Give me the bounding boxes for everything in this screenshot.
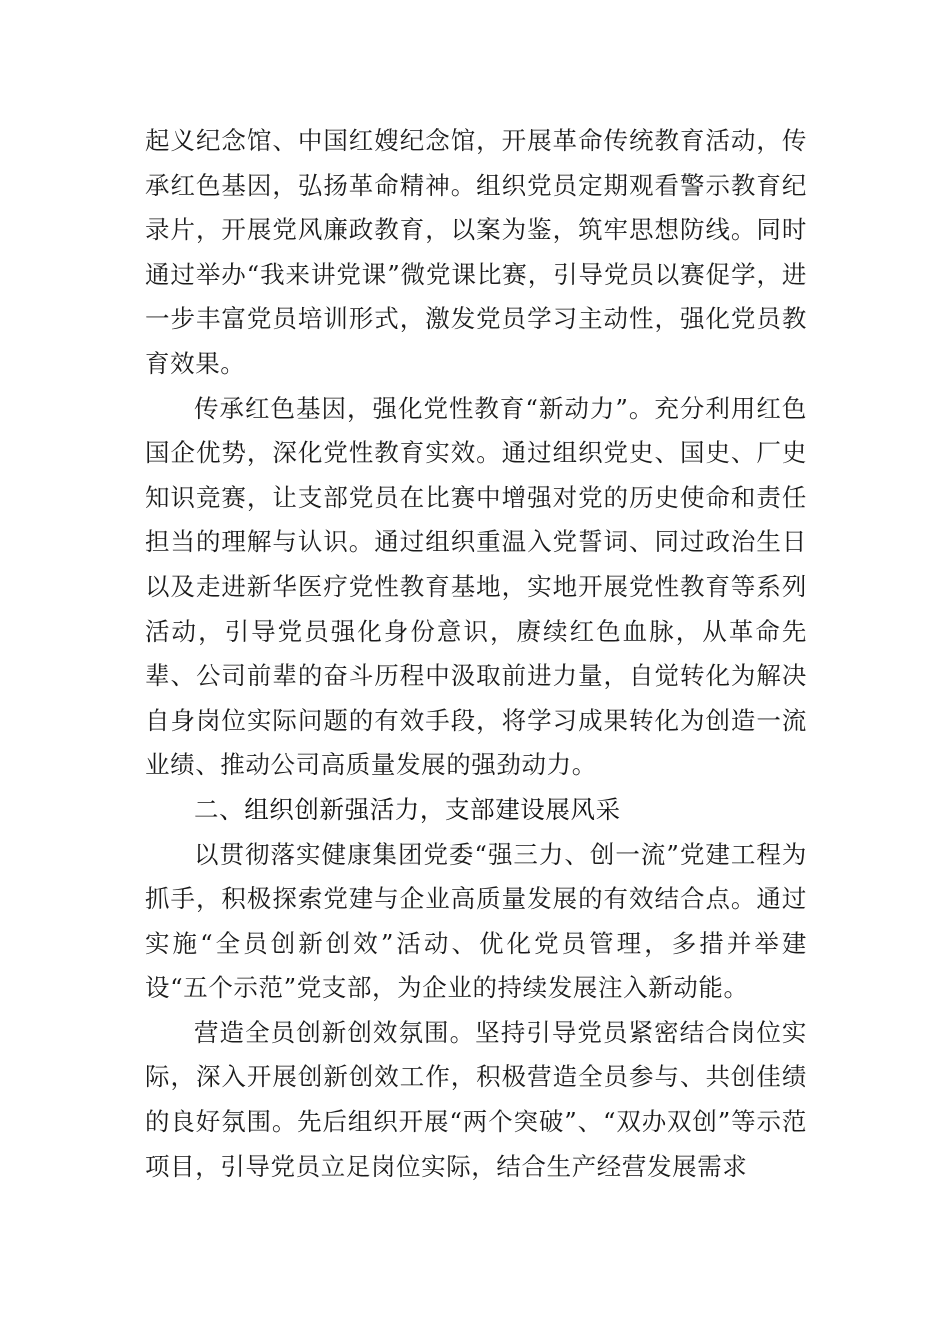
- document-body: [145, 119, 807, 1189]
- paragraph-3: 以贯彻落实健康集团党委“强三力、创一流”党建工程为抓手，积极探索党建与企业高质量发展的有效结合点。通过实施“全员创新创效”活动、优化党员管理，多措并举建设“五个示范”党支部，为企业的持续发展注入新动能。: [145, 839, 807, 1003]
- paragraph-2: 传承红色基因，强化党性教育“新动力”。充分利用红色国企优势，深化党性教育实效。通过组织党史、国史、厂史知识竞赛，让支部党员在比赛中增强对党的历史使命和责任担当的理解与认识。通过组织重温入党誓词、同过政治生日以及走进新华医疗党性教育基地，实地开展党性教育等系列活动，引导党员强化身份意识，赓续红色血脉，从革命先辈、公司前辈的奋斗历程中汲取前进力量，自觉转化为解决自身岗位实际问题的有效手段，将学习成果转化为创造一流业绩、推动公司高质量发展的强劲动力。: [145, 393, 807, 780]
- paragraph-4: 营造全员创新创效氛围。坚持引导党员紧密结合岗位实际，深入开展创新创效工作，积极营造全员参与、共创佳绩的良好氛围。先后组织开展“两个突破”、“双办双创”等示范项目，引导党员立足岗位实际，结合生产经营发展需求: [145, 1017, 807, 1181]
- section-heading: 二、组织创新强活力，支部建设展风采: [194, 794, 621, 824]
- paragraph-1: 起义纪念馆、中国红嫂纪念馆，开展革命传统教育活动，传承红色基因，弘扬革命精神。组织党员定期观看警示教育纪录片，开展党风廉政教育，以案为鉴，筑牢思想防线。同时通过举办“我来讲党课”微党课比赛，引导党员以赛促学，进一步丰富党员培训形式，激发党员学习主动性，强化党员教育效果。: [145, 126, 807, 378]
